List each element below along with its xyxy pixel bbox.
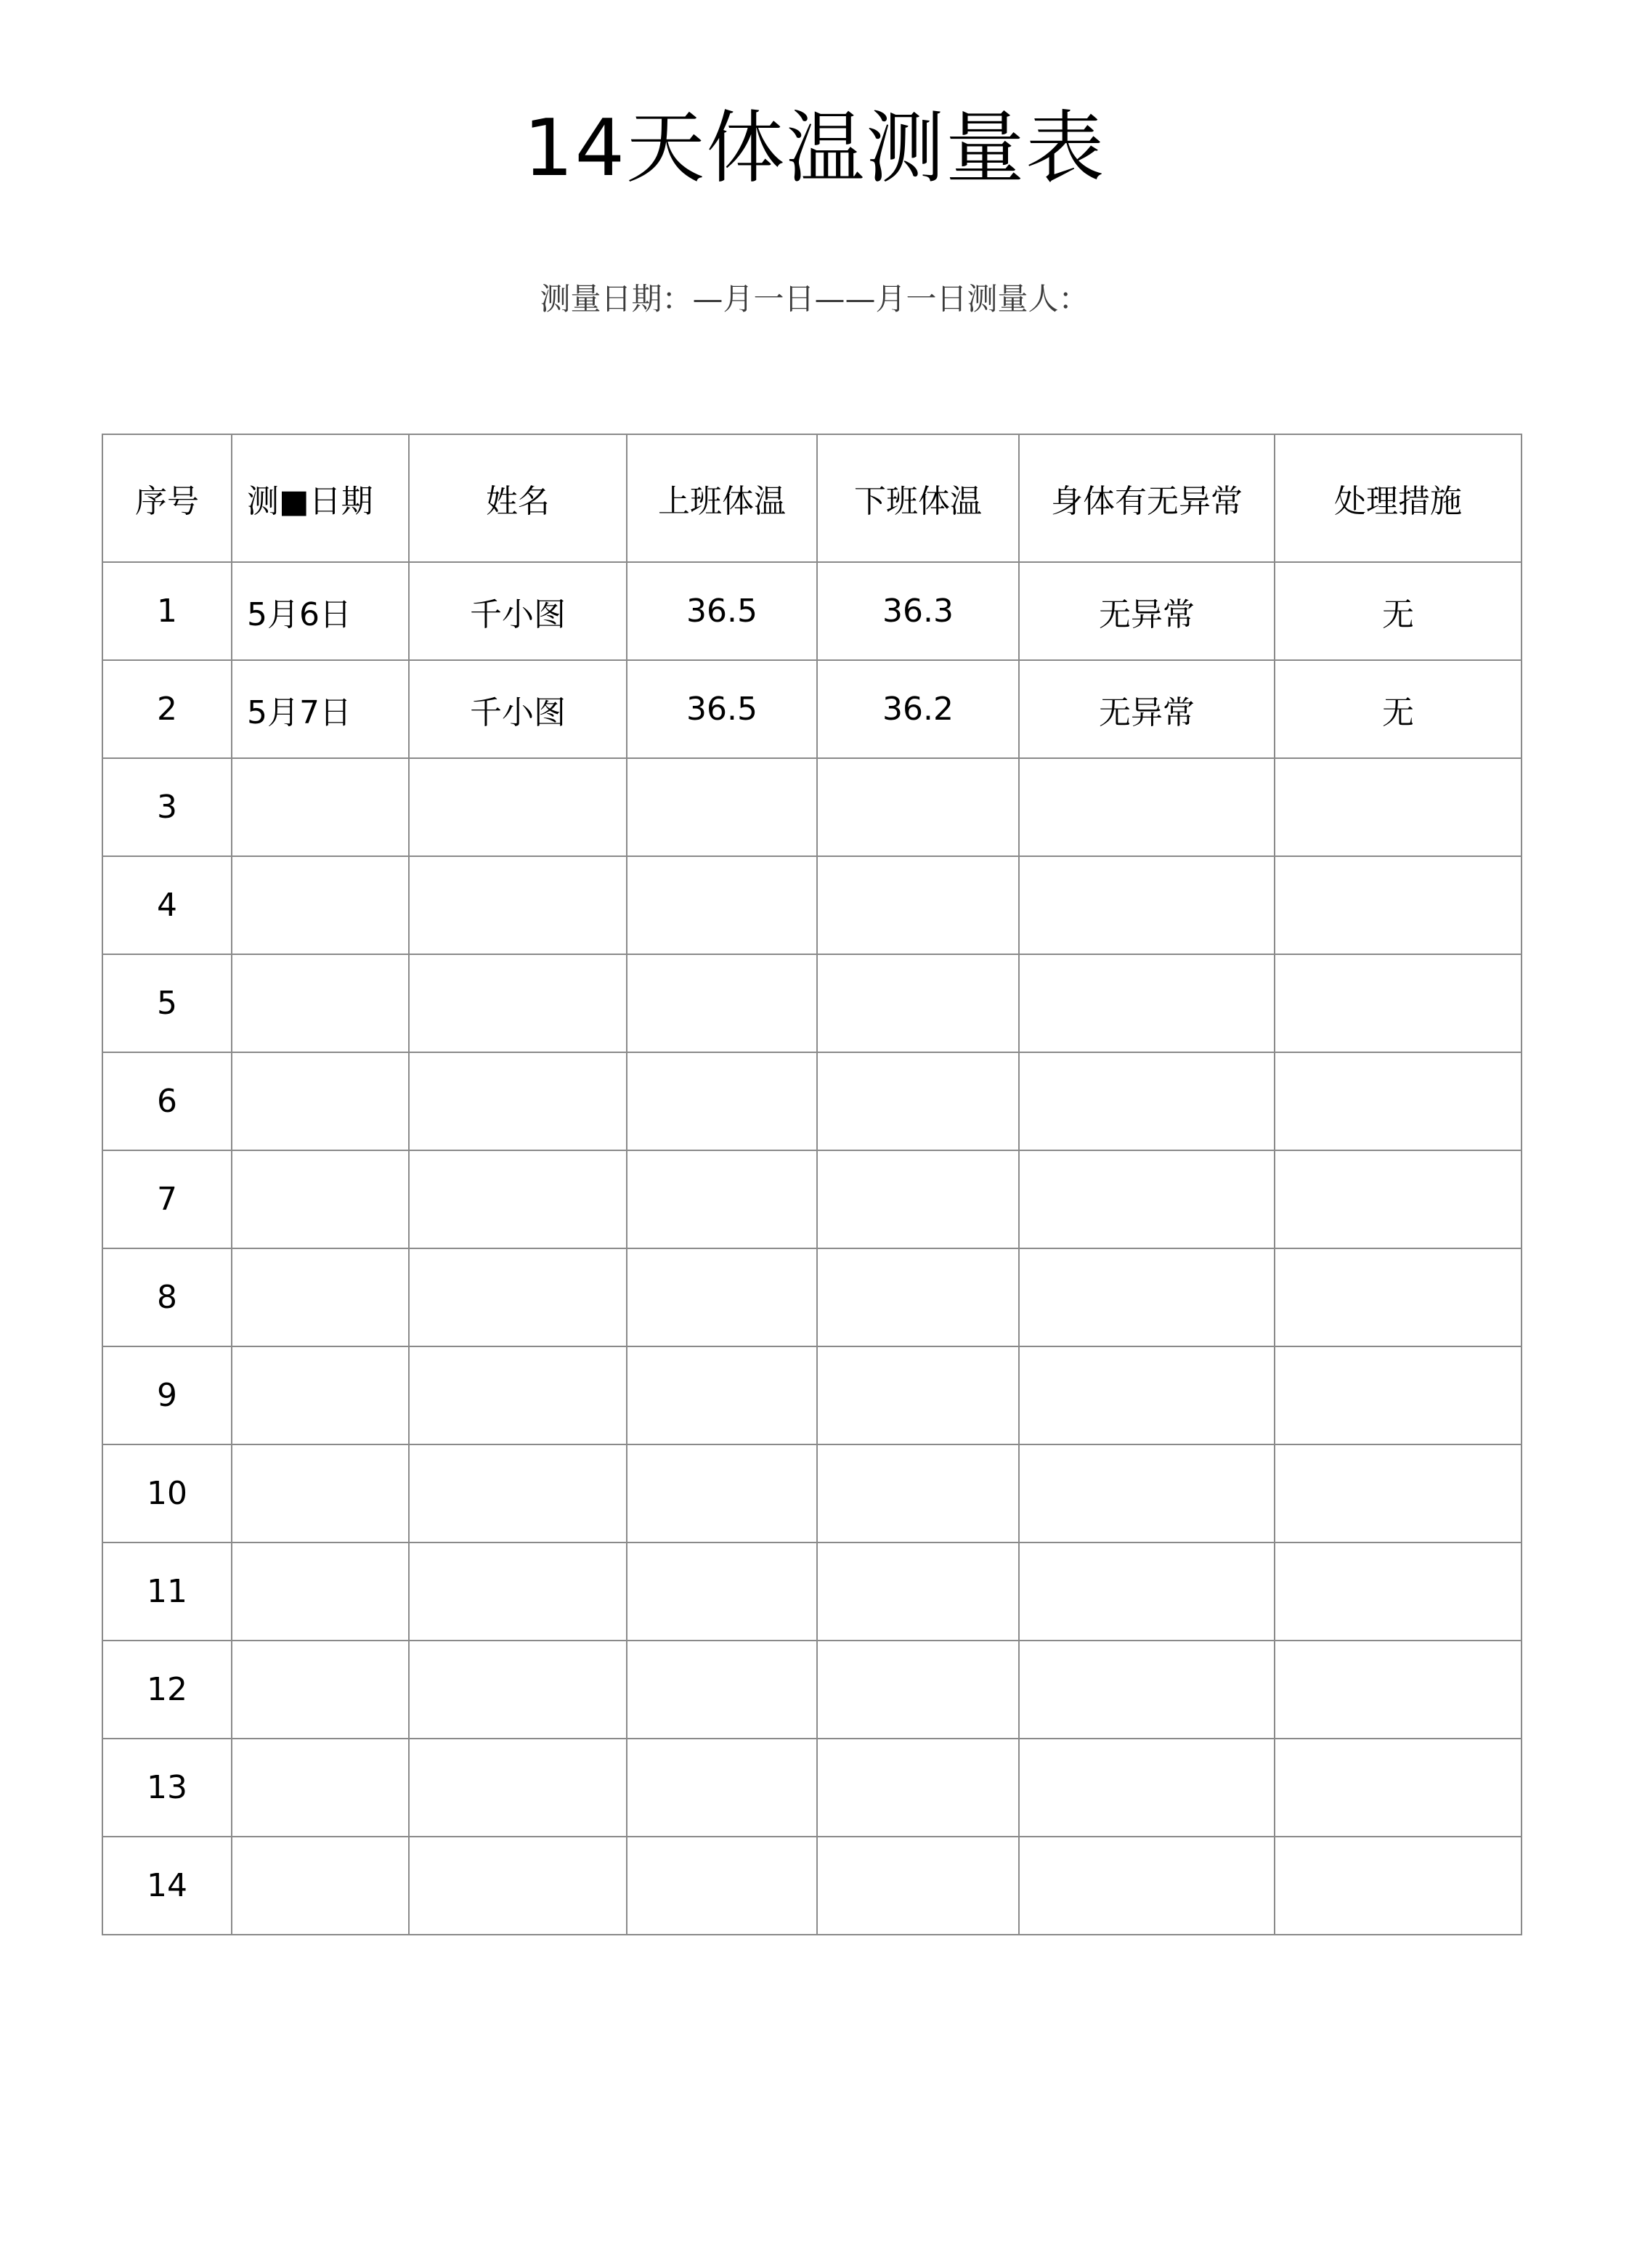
cell-name: 千小图 [409,660,627,758]
cell-abnormality [1019,1641,1275,1739]
cell-name [409,1641,627,1739]
cell-name: 千小图 [409,562,627,660]
cell-morning-temp [627,1248,817,1346]
cell-index: 6 [102,1052,232,1150]
cell-name [409,1543,627,1641]
cell-morning-temp: 36.5 [627,660,817,758]
cell-abnormality: 无异常 [1019,660,1275,758]
cell-measures [1275,1641,1522,1739]
cell-morning-temp [627,856,817,954]
cell-date: 5月6日 [232,562,409,660]
cell-measures [1275,856,1522,954]
cell-abnormality: 无异常 [1019,562,1275,660]
cell-abnormality [1019,1444,1275,1543]
cell-date [232,954,409,1052]
cell-abnormality [1019,1837,1275,1935]
cell-measures [1275,1150,1522,1248]
cell-date [232,856,409,954]
cell-date: 5月7日 [232,660,409,758]
cell-morning-temp [627,1543,817,1641]
header-abnormality: 身体有无异常 [1019,434,1275,562]
cell-index: 2 [102,660,232,758]
cell-index: 8 [102,1248,232,1346]
cell-measures [1275,1543,1522,1641]
cell-evening-temp [817,1543,1019,1641]
table-row [102,1837,1522,1935]
cell-date [232,1837,409,1935]
cell-date [232,1150,409,1248]
cell-name [409,1739,627,1837]
cell-morning-temp [627,1052,817,1150]
cell-date [232,1641,409,1739]
cell-date [232,1248,409,1346]
cell-index: 9 [102,1346,232,1444]
cell-abnormality [1019,1248,1275,1346]
measurement-info-line: 测量日期：—月一日——月一日测量人： [540,281,1089,317]
cell-date [232,1052,409,1150]
cell-measures [1275,1444,1522,1543]
cell-measures [1275,1346,1522,1444]
cell-measures [1275,954,1522,1052]
cell-index: 4 [102,856,232,954]
cell-abnormality [1019,1052,1275,1150]
cell-date [232,1543,409,1641]
cell-index: 11 [102,1543,232,1641]
cell-name [409,1837,627,1935]
table-row [102,856,1522,954]
table-row [102,660,1522,758]
cell-date [232,1346,409,1444]
cell-index: 7 [102,1150,232,1248]
cell-measures: 无 [1275,562,1522,660]
cell-evening-temp [817,1444,1019,1543]
temperature-table [102,434,1522,1935]
cell-index: 10 [102,1444,232,1543]
table-row [102,1739,1522,1837]
cell-abnormality [1019,1739,1275,1837]
cell-evening-temp [817,758,1019,856]
cell-name [409,1150,627,1248]
header-index: 序号 [102,434,232,562]
header-name: 姓名 [409,434,627,562]
cell-evening-temp [817,1248,1019,1346]
cell-measures [1275,758,1522,856]
cell-measures [1275,1739,1522,1837]
cell-evening-temp [817,1150,1019,1248]
cell-name [409,1248,627,1346]
cell-morning-temp [627,1739,817,1837]
header-row [102,434,1522,562]
page-title: 14天体温测量表 [523,103,1106,194]
table-row [102,1052,1522,1150]
cell-morning-temp: 36.5 [627,562,817,660]
table-row [102,1248,1522,1346]
cell-evening-temp [817,1837,1019,1935]
cell-evening-temp: 36.3 [817,562,1019,660]
header-morning-temp: 上班体温 [627,434,817,562]
cell-measures: 无 [1275,660,1522,758]
header-date: 测■日期 [232,434,409,562]
cell-index: 5 [102,954,232,1052]
cell-date [232,758,409,856]
cell-morning-temp [627,1837,817,1935]
cell-evening-temp [817,954,1019,1052]
cell-index: 1 [102,562,232,660]
table-row [102,1150,1522,1248]
cell-name [409,758,627,856]
cell-morning-temp [627,954,817,1052]
cell-morning-temp [627,758,817,856]
cell-name [409,954,627,1052]
cell-evening-temp [817,1346,1019,1444]
cell-index: 12 [102,1641,232,1739]
header-evening-temp: 下班体温 [817,434,1019,562]
cell-morning-temp [627,1346,817,1444]
cell-morning-temp [627,1641,817,1739]
cell-measures [1275,1837,1522,1935]
cell-abnormality [1019,856,1275,954]
table-body [102,562,1522,1935]
cell-abnormality [1019,1346,1275,1444]
cell-evening-temp [817,1641,1019,1739]
cell-name [409,856,627,954]
cell-evening-temp [817,1739,1019,1837]
table-row [102,954,1522,1052]
cell-index: 3 [102,758,232,856]
cell-index: 14 [102,1837,232,1935]
cell-evening-temp: 36.2 [817,660,1019,758]
cell-evening-temp [817,1052,1019,1150]
table-row [102,758,1522,856]
cell-date [232,1444,409,1543]
cell-abnormality [1019,1543,1275,1641]
cell-abnormality [1019,1150,1275,1248]
cell-name [409,1052,627,1150]
cell-abnormality [1019,954,1275,1052]
cell-date [232,1739,409,1837]
cell-measures [1275,1052,1522,1150]
cell-name [409,1346,627,1444]
table-row [102,1444,1522,1543]
table-row [102,562,1522,660]
cell-index: 13 [102,1739,232,1837]
cell-evening-temp [817,856,1019,954]
cell-abnormality [1019,758,1275,856]
table-row [102,1346,1522,1444]
cell-morning-temp [627,1444,817,1543]
header-measures: 处理措施 [1275,434,1522,562]
cell-measures [1275,1248,1522,1346]
table-row [102,1641,1522,1739]
cell-name [409,1444,627,1543]
table-header [102,434,1522,562]
cell-morning-temp [627,1150,817,1248]
table-row [102,1543,1522,1641]
